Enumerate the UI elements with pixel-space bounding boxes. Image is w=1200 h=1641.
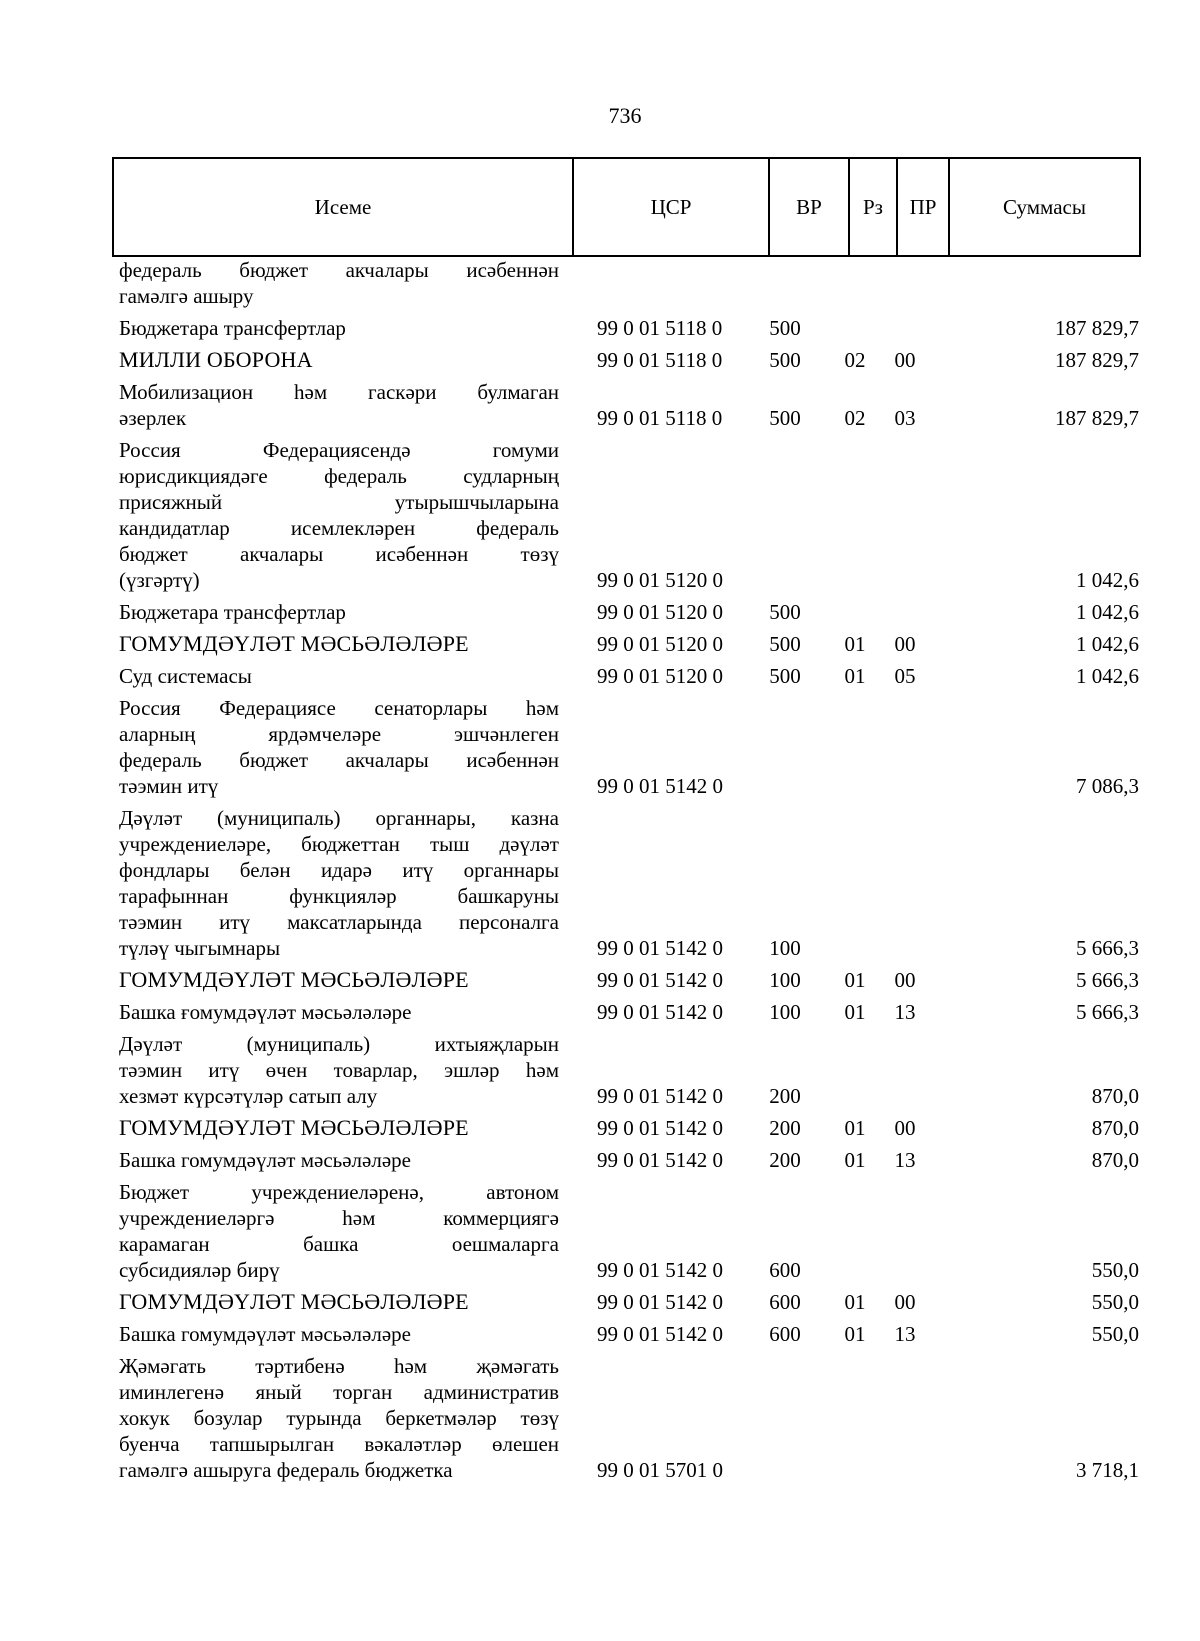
row-sum: 5 666,3 bbox=[1076, 1000, 1139, 1024]
header-vr: ВР bbox=[769, 158, 849, 256]
table-row bbox=[119, 1147, 1139, 1173]
row-name-line: тәэмин итү bbox=[119, 774, 219, 798]
table-header bbox=[112, 157, 1141, 257]
row-sum: 1 042,6 bbox=[1076, 632, 1139, 656]
row-pr: 03 bbox=[894, 406, 916, 430]
row-pr: 13 bbox=[894, 1148, 916, 1172]
row-vr: 500 bbox=[769, 348, 801, 372]
row-csr: 99 0 01 5120 0 bbox=[597, 568, 723, 592]
row-name-line: (үзгәртү) bbox=[119, 568, 200, 592]
row-name-line: буенча тапшырылган вәкаләтләр өлешен bbox=[119, 1432, 559, 1456]
row-cells bbox=[119, 405, 1139, 431]
row-cells bbox=[119, 567, 1139, 593]
row-sum: 1 042,6 bbox=[1076, 600, 1139, 624]
row-name-line: Бюджетара трансфертлар bbox=[119, 316, 346, 340]
row-cells bbox=[119, 967, 1139, 993]
header-sum: Суммасы bbox=[949, 158, 1140, 256]
row-csr: 99 0 01 5142 0 bbox=[597, 1148, 723, 1172]
row-vr: 500 bbox=[769, 664, 801, 688]
page-number: 736 bbox=[608, 103, 642, 128]
row-pr: 05 bbox=[894, 664, 916, 688]
row-sum: 550,0 bbox=[1091, 1322, 1139, 1346]
table-row bbox=[119, 1321, 1139, 1347]
header-name: Исеме bbox=[113, 158, 573, 256]
row-csr: 99 0 01 5120 0 bbox=[597, 600, 723, 624]
row-csr: 99 0 01 5142 0 bbox=[597, 968, 723, 992]
row-cells bbox=[119, 631, 1139, 657]
row-csr: 99 0 01 5120 0 bbox=[597, 664, 723, 688]
table-row bbox=[119, 599, 1139, 625]
row-cells bbox=[119, 773, 1139, 799]
row-name-line: юрисдикциядәге федераль судларның bbox=[119, 464, 559, 488]
row-rz: 01 bbox=[844, 1148, 866, 1172]
row-sum: 1 042,6 bbox=[1076, 568, 1139, 592]
row-sum: 870,0 bbox=[1091, 1084, 1139, 1108]
table-row bbox=[119, 1179, 1139, 1283]
row-csr: 99 0 01 5142 0 bbox=[597, 1290, 723, 1314]
row-csr: 99 0 01 5118 0 bbox=[597, 406, 723, 430]
row-csr: 99 0 01 5701 0 bbox=[597, 1458, 723, 1482]
row-pr: 00 bbox=[894, 1116, 916, 1140]
table-row bbox=[119, 967, 1139, 993]
row-vr: 500 bbox=[769, 632, 801, 656]
table-row bbox=[119, 315, 1139, 341]
row-name-line: Бюджет учреждениеләренә, автоном bbox=[119, 1180, 559, 1204]
table-row bbox=[119, 999, 1139, 1025]
row-cells bbox=[119, 1257, 1139, 1283]
row-cells bbox=[119, 599, 1139, 625]
row-name-line: присяжный утырышчыларына bbox=[119, 490, 559, 514]
row-cells bbox=[119, 935, 1139, 961]
row-pr: 00 bbox=[894, 632, 916, 656]
row-pr: 00 bbox=[894, 968, 916, 992]
row-name-line: Дәүләт (муниципаль) органнары, казна bbox=[119, 806, 559, 830]
row-name-line: аларның ярдәмчеләре эшчәнлеген bbox=[119, 722, 559, 746]
row-name-line: гамәлгә ашыру bbox=[119, 284, 254, 308]
row-cells bbox=[119, 315, 1139, 341]
table-row bbox=[119, 257, 1139, 309]
row-cells bbox=[119, 1321, 1139, 1347]
row-name-line: Башка гомумдәүләт мәсьәләләре bbox=[119, 1322, 411, 1346]
row-name-line: субсидияләр бирү bbox=[119, 1258, 280, 1282]
row-csr: 99 0 01 5142 0 bbox=[597, 1116, 723, 1140]
row-name-line: Мобилизацион һәм гаскәри булмаган bbox=[119, 380, 559, 404]
row-name-line: кандидатлар исемлекләрен федераль bbox=[119, 516, 559, 540]
row-csr: 99 0 01 5142 0 bbox=[597, 774, 723, 798]
row-name-line: ГОМУМДӘҮЛӘТ МӘСЬӘЛӘЛӘРЕ bbox=[119, 1115, 469, 1140]
table-row bbox=[119, 631, 1139, 657]
row-pr: 13 bbox=[894, 1000, 916, 1024]
row-name-line: Башка ғомумдәүләт мәсьәләләре bbox=[119, 1000, 412, 1024]
row-sum: 1 042,6 bbox=[1076, 664, 1139, 688]
row-name-line: әзерлек bbox=[119, 406, 187, 430]
row-vr: 600 bbox=[769, 1322, 801, 1346]
row-sum: 3 718,1 bbox=[1076, 1458, 1139, 1482]
row-sum: 550,0 bbox=[1091, 1258, 1139, 1282]
header-pr: ПР bbox=[897, 158, 949, 256]
table-row bbox=[119, 437, 1139, 593]
row-csr: 99 0 01 5120 0 bbox=[597, 632, 723, 656]
table-row bbox=[119, 1031, 1139, 1109]
row-rz: 01 bbox=[844, 1290, 866, 1314]
table-body bbox=[119, 257, 1139, 1489]
row-name-line: ГОМУМДӘҮЛӘТ МӘСЬӘЛӘЛӘРЕ bbox=[119, 967, 469, 992]
table-row bbox=[119, 1115, 1139, 1141]
row-name-line: тарафыннан функцияләр башкаруны bbox=[119, 884, 559, 908]
row-cells bbox=[119, 283, 1139, 309]
row-rz: 01 bbox=[844, 968, 866, 992]
row-rz: 02 bbox=[844, 406, 866, 430]
row-name-line: Дәүләт (муниципаль) ихтыяҗларын bbox=[119, 1032, 559, 1056]
table-row bbox=[119, 1353, 1139, 1483]
row-pr: 00 bbox=[894, 1290, 916, 1314]
row-cells bbox=[119, 663, 1139, 689]
row-name-line: учреждениеләргә һәм коммерциягә bbox=[119, 1206, 559, 1230]
row-vr: 200 bbox=[769, 1084, 801, 1108]
row-cells bbox=[119, 1083, 1139, 1109]
row-name-line: тәэмин итү максатларында персоналга bbox=[119, 910, 559, 934]
row-vr: 200 bbox=[769, 1116, 801, 1140]
row-name-line: тәэмин итү өчен товарлар, эшләр һәм bbox=[119, 1058, 559, 1082]
row-sum: 870,0 bbox=[1091, 1148, 1139, 1172]
row-sum: 7 086,3 bbox=[1076, 774, 1139, 798]
table-row bbox=[119, 379, 1139, 431]
row-sum: 187 829,7 bbox=[1055, 406, 1139, 430]
row-rz: 02 bbox=[844, 348, 866, 372]
row-sum: 187 829,7 bbox=[1055, 348, 1139, 372]
row-name-line: бюджет акчалары исәбеннән төзү bbox=[119, 542, 559, 566]
row-vr: 500 bbox=[769, 316, 801, 340]
row-csr: 99 0 01 5142 0 bbox=[597, 1084, 723, 1108]
table-row bbox=[119, 805, 1139, 961]
row-cells bbox=[119, 347, 1139, 373]
row-sum: 5 666,3 bbox=[1076, 968, 1139, 992]
row-rz: 01 bbox=[844, 1116, 866, 1140]
row-name-line: Бюджетара трансфертлар bbox=[119, 600, 346, 624]
row-spacer bbox=[119, 1483, 1139, 1489]
row-name-line: Россия Федерациясе сенаторлары һәм bbox=[119, 696, 559, 720]
row-name-line: түләү чыгымнары bbox=[119, 936, 281, 960]
table-row bbox=[119, 695, 1139, 799]
row-vr: 600 bbox=[769, 1258, 801, 1282]
row-rz: 01 bbox=[844, 1322, 866, 1346]
row-csr: 99 0 01 5118 0 bbox=[597, 348, 723, 372]
row-name-line: МИЛЛИ ОБОРОНА bbox=[119, 347, 313, 372]
row-vr: 200 bbox=[769, 1148, 801, 1172]
row-name-line: ГОМУМДӘҮЛӘТ МӘСЬӘЛӘЛӘРЕ bbox=[119, 1289, 469, 1314]
row-name-line: федераль бюджет акчалары исәбеннән bbox=[119, 748, 559, 772]
row-cells bbox=[119, 1457, 1139, 1483]
row-pr: 00 bbox=[894, 348, 916, 372]
row-vr: 600 bbox=[769, 1290, 801, 1314]
row-cells bbox=[119, 1147, 1139, 1173]
row-csr: 99 0 01 5142 0 bbox=[597, 1322, 723, 1346]
row-name-line: хезмәт күрсәтүләр сатып алу bbox=[119, 1084, 378, 1108]
row-csr: 99 0 01 5118 0 bbox=[597, 316, 723, 340]
row-csr: 99 0 01 5142 0 bbox=[597, 1000, 723, 1024]
row-sum: 870,0 bbox=[1091, 1116, 1139, 1140]
row-sum: 5 666,3 bbox=[1076, 936, 1139, 960]
row-name-line: карамаган башка оешмаларга bbox=[119, 1232, 559, 1256]
row-pr: 13 bbox=[894, 1322, 916, 1346]
row-name-line: Башка гомумдәүләт мәсьәләләре bbox=[119, 1148, 411, 1172]
row-cells bbox=[119, 1115, 1139, 1141]
row-csr: 99 0 01 5142 0 bbox=[597, 1258, 723, 1282]
row-name-line: Россия Федерациясендә гомуми bbox=[119, 438, 559, 462]
row-name-line: Җәмәгать тәртибенә һәм җәмәгать bbox=[119, 1354, 559, 1378]
row-cells bbox=[119, 999, 1139, 1025]
row-vr: 100 bbox=[769, 968, 801, 992]
row-rz: 01 bbox=[844, 664, 866, 688]
row-rz: 01 bbox=[844, 1000, 866, 1024]
table-row bbox=[119, 663, 1139, 689]
row-rz: 01 bbox=[844, 632, 866, 656]
row-vr: 500 bbox=[769, 600, 801, 624]
row-vr: 100 bbox=[769, 936, 801, 960]
row-csr: 99 0 01 5142 0 bbox=[597, 936, 723, 960]
header-rz: Рз bbox=[849, 158, 897, 256]
row-name-line: ГОМУМДӘҮЛӘТ МӘСЬӘЛӘЛӘРЕ bbox=[119, 631, 469, 656]
row-name-line: учреждениеләре, бюджеттан тыш дәүләт bbox=[119, 832, 559, 856]
table-row bbox=[119, 1289, 1139, 1315]
row-cells bbox=[119, 1289, 1139, 1315]
row-sum: 187 829,7 bbox=[1055, 316, 1139, 340]
row-name-line: Суд системасы bbox=[119, 664, 252, 688]
table-row bbox=[119, 347, 1139, 373]
row-name-line: хокук бозулар турында беркетмәләр төзү bbox=[119, 1406, 559, 1430]
row-name-line: гамәлгә ашыруга федераль бюджетка bbox=[119, 1458, 453, 1482]
row-vr: 500 bbox=[769, 406, 801, 430]
row-vr: 100 bbox=[769, 1000, 801, 1024]
row-name-line: федераль бюджет акчалары исәбеннән bbox=[119, 258, 559, 282]
row-name-line: фондлары белән идарә итү органнары bbox=[119, 858, 559, 882]
row-sum: 550,0 bbox=[1091, 1290, 1139, 1314]
row-name-line: иминлегенә яный торган административ bbox=[119, 1380, 559, 1404]
header-csr: ЦСР bbox=[573, 158, 769, 256]
